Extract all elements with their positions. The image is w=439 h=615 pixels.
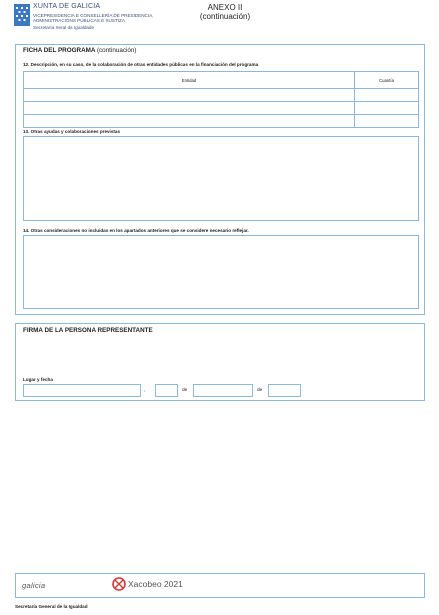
place-date-label: Lugar y fecha	[23, 377, 53, 382]
year-input[interactable]	[268, 384, 301, 397]
other-considerations-textarea[interactable]	[23, 235, 419, 309]
annex-title	[180, 3, 270, 21]
signature-section-title: FIRMA DE LA PERSONA REPRESENTANTE	[23, 327, 153, 334]
table-row	[24, 115, 419, 128]
table-row	[24, 89, 419, 102]
footer-logos	[15, 573, 425, 598]
column-header-entity: Entidad	[24, 72, 355, 89]
annex-label: ANEXO II	[207, 3, 243, 12]
org-ministry-line: ADMINISTRACIÓNS PÚBLICAS E XUSTIZA	[33, 18, 125, 24]
org-secretary: Secretaría Xeral da Igualdade	[33, 25, 95, 30]
xacobeo-icon	[112, 577, 126, 591]
day-input[interactable]	[155, 384, 178, 397]
org-ministry-line: VICEPRESIDENCIA E CONSELLERÍA DE PRESIDENCIA,	[33, 13, 154, 18]
program-title: FICHA DEL PROGRAMA	[23, 47, 96, 54]
entity-cell[interactable]	[24, 102, 355, 115]
entity-cell[interactable]	[24, 115, 355, 128]
place-input[interactable]	[23, 384, 141, 397]
column-header-amount: Cuantía	[355, 72, 419, 89]
footer-secretary: Secretaría General de la Igualdad	[15, 604, 88, 609]
org-name: XUNTA DE GALICIA	[33, 3, 101, 10]
entities-table-header	[24, 72, 419, 89]
question-14-label: 14. Otras consideraciones no incluidas en los apartados anteriores que se considere necesario reflejar.	[23, 228, 249, 233]
comma-separator: ,	[144, 388, 146, 393]
question-12-label: 12. Descripción, en su caso, de la colaboración de otras entidades públicas en la financiación del programa	[23, 62, 259, 67]
de-label: de	[257, 388, 263, 393]
entity-cell[interactable]	[24, 89, 355, 102]
program-title-continuation: (continuación)	[96, 47, 137, 54]
amount-cell[interactable]	[355, 102, 419, 115]
amount-cell[interactable]	[355, 89, 419, 102]
entities-table	[23, 71, 419, 128]
program-section-title	[23, 47, 137, 54]
de-label: de	[182, 388, 188, 393]
xacobeo-logo-text: Xacobeo 2021	[128, 579, 183, 589]
other-aid-textarea[interactable]	[23, 136, 419, 221]
amount-cell[interactable]	[355, 115, 419, 128]
question-13-label: 13. Otras ayudas y colaboraciones previstas	[23, 129, 121, 134]
galicia-logo: galicia	[22, 581, 46, 590]
xunta-logo-icon	[14, 4, 30, 26]
annex-continuation: (continuación)	[199, 12, 251, 21]
month-input[interactable]	[193, 384, 253, 397]
org-ministry	[33, 13, 154, 23]
table-row	[24, 102, 419, 115]
